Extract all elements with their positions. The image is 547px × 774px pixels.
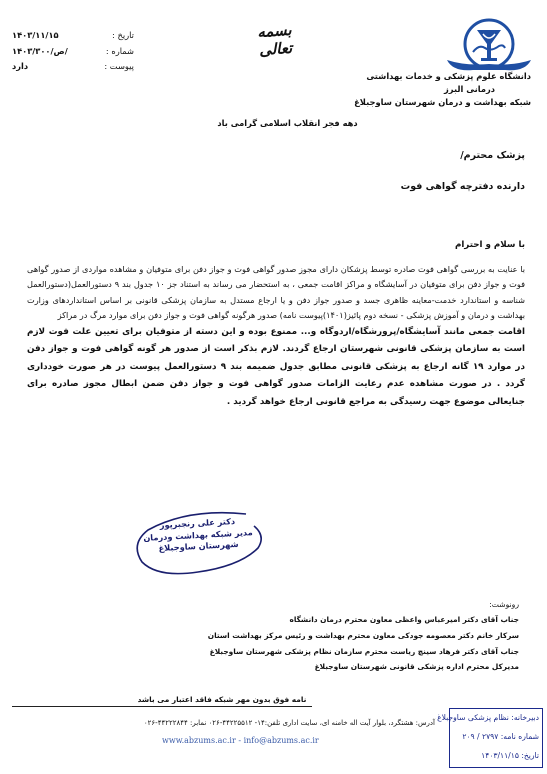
body-paragraph-bold: اقامت جمعی مانند آسایشگاه/پرورشگاه/اردوگاه و... ممنوع بوده و این دسته از متوفیان برای تعیین علت فوت لازم است به سازمان پزشکی قانونی شهرستان ارجاع گردند. لازم بذکر است از صدور هر گونه گواهی فوت و جواز دفن در موارد ۱۹ گانه ارجاع به پزشکی قانونی مطابق جدول ضمیمه بند ۹ دستورالعمل پیوست در هر صورت خودداری گردد . در صورت مشاهده عدم رعایت الزامات صدور گواهی فوت و جواز دفن ضمن ابطال مجوز صادره برای جنایعالی موضوع جهت رسیدگی به مراجع قانونی ارجاع خواهد گردید . bbox=[27, 326, 525, 407]
website-link[interactable]: www.abzums.ac.ir - info@abzums.ac.ir bbox=[162, 736, 319, 745]
secretariat-stamp bbox=[437, 708, 543, 768]
date-label: تاریخ : bbox=[112, 30, 134, 40]
signer-name: دکتر علی رنجبرپور bbox=[159, 516, 236, 530]
body-paragraph-normal: با عنایت به بررسی گواهی فوت صادره توسط پزشکان دارای مجوز صدور گواهی فوت و جواز دفن برای متوفیان و مشاهده مواردی از صدور گواهی فوت و جواز دفن برای متوفیان در آسایشگاه و مراکز اقامت جمعی ، به استحضار می رساند به استناد جز ۱۰ جدول بند ۹ دستورالعمل(دستورالعمل شناسه و استاندارد خدمت-معاینه ظاهری جسد و صدور جواز دفن و یا ارجاع مستدل به سازمان پزشکی قانونی بر اساس استانداردهای وزارت بهداشت و درمان و آموزش پزشکی - نسخه دوم پائیز(۱۴۰۱)پیوست نامه) صدور هرگونه گواهی فوت و جواز دفن برای موارد مرگ در مراکز bbox=[27, 264, 526, 321]
attachment-label: پیوست : bbox=[104, 61, 134, 71]
organization-name bbox=[341, 70, 531, 109]
invocation-header: بسمه تعالی bbox=[256, 20, 293, 60]
university-logo bbox=[443, 14, 535, 74]
cc-item: جناب آقای دکتر امیرعباس واعظی معاون محترم درمان دانشگاه bbox=[289, 615, 519, 624]
footer-address: آدرس: هشتگرد، بلوار آیت اله خامنه ای، سایت اداری تلفن:۱۴- ۴۴۲۲۵۵۱۲-۰۲۶ نمابر: ۴۴۲۲۲۸۴۴-۰۲۶ bbox=[143, 719, 435, 727]
signer-title-2: شهرستان ساوجبلاغ bbox=[158, 538, 239, 554]
org-line-1: دانشگاه علوم پزشکی و خدمات بهداشتی bbox=[366, 71, 531, 81]
validity-note: نامه فوق بدون مهر شبکه فاقد اعتبار می باشد bbox=[137, 695, 307, 704]
attachment-value: دارد bbox=[12, 61, 29, 71]
cc-list bbox=[189, 612, 519, 675]
letter-body bbox=[27, 262, 525, 412]
recipient-line-1: پزشک محترم/ bbox=[460, 150, 525, 161]
stamp-line-number: شماره نامه: ۲۷۹۷ / ۲۰۹ bbox=[462, 732, 539, 741]
signer-title-1: مدیر شبکه بهداشت ودرمان bbox=[143, 526, 253, 543]
stamp-line-date: تاریخ: ۱۴۰۳/۱۱/۱۵ bbox=[481, 751, 539, 760]
number-label: شماره : bbox=[105, 45, 134, 56]
cc-item: مدیرکل محترم اداره پزشکی قانونی شهرستان ساوجبلاغ bbox=[314, 662, 519, 672]
cc-item: سرکار خانم دکتر معصومه جودکی معاون محترم بهداشت و رئیس مرکز بهداشت استان bbox=[207, 630, 519, 640]
date-row bbox=[12, 28, 134, 44]
decade-slogan: دهه فجر انقلاب اسلامی گرامی باد bbox=[217, 118, 358, 128]
signature-text bbox=[133, 515, 263, 556]
footer-divider bbox=[12, 706, 312, 707]
signature-block bbox=[128, 508, 268, 580]
cc-heading: رونوشت: bbox=[489, 600, 519, 609]
org-line-3: شبکه بهداشت و درمان شهرستان ساوجبلاغ bbox=[354, 97, 531, 107]
greeting: با سلام و احترام bbox=[454, 240, 525, 250]
stamp-line-office: دبیرخانه: نظام پزشکی ساوجبلاغ bbox=[437, 713, 539, 722]
number-value: ۱۴۰۳/ص/۳۰۰/ bbox=[12, 45, 68, 56]
org-line-2: درمانی البرز bbox=[444, 84, 495, 94]
date-value: ۱۴۰۳/۱۱/۱۵ bbox=[12, 30, 59, 40]
recipient-line-2: دارنده دفترچه گواهی فوت bbox=[400, 181, 525, 192]
letter-meta bbox=[12, 28, 134, 75]
attachment-row bbox=[12, 59, 134, 75]
cc-item: جناب آقای دکتر فرهاد سینچ ریاست محترم سازمان نظام پزشکی شهرستان ساوجبلاغ bbox=[209, 646, 519, 656]
number-row bbox=[12, 44, 134, 60]
